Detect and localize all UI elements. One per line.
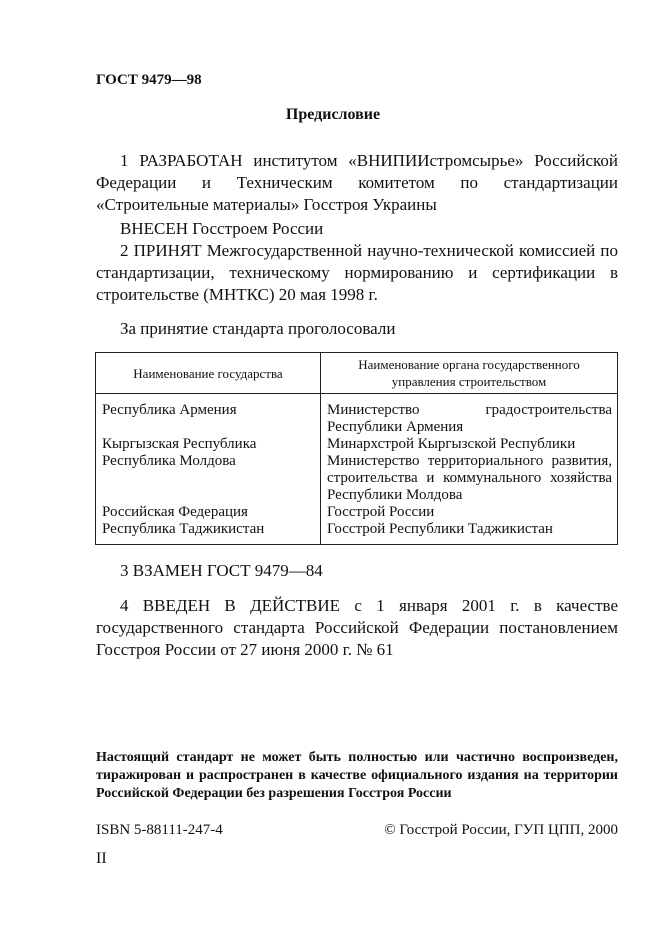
- document-code: ГОСТ 9479—98: [96, 72, 202, 88]
- voting-states-table: [95, 352, 618, 545]
- state-name: Республика Молдова: [102, 453, 236, 469]
- copyright: © Госстрой России, ГУП ЦПП, 2000: [384, 822, 618, 838]
- authority-name: Министерство градостроительства Республики Армения: [327, 402, 612, 435]
- isbn: ISBN 5-88111-247-4: [96, 822, 223, 838]
- authority-name: Министерство территориального развития, строительства и коммунального хозяйства Республики Молдова: [327, 453, 612, 503]
- effective-date-paragraph: 4 ВВЕДЕН В ДЕЙСТВИЕ с 1 января 2001 г. в качестве государственного стандарта Российской Федерации постановлением Госстроя России от 27 июня 2000 г. № 61: [96, 596, 618, 659]
- reproduction-notice: Настоящий стандарт не может быть полностью или частично воспроизведен, тиражирован и распространен в качестве официального издания на территории Российской Федерации без разрешения Госстроя России: [96, 750, 618, 801]
- adopted-paragraph: 2 ПРИНЯТ Межгосударственной научно-технической комиссией по стандартизации, техническому нормированию и сертификации в строительстве (МНТКС) 20 мая 1998 г.: [96, 241, 618, 304]
- authority-name: Госстрой Республики Таджикистан: [327, 521, 553, 537]
- state-name: Кыргызская Республика: [102, 436, 257, 452]
- state-name: Российская Федерация: [102, 504, 248, 520]
- states-cell: [96, 394, 321, 545]
- replaces-paragraph: 3 ВЗАМЕН ГОСТ 9479—84: [120, 561, 323, 580]
- voted-paragraph: За принятие стандарта проголосовали: [120, 319, 396, 338]
- authority-name: Минархстрой Кыргызской Республики: [327, 436, 576, 452]
- authority-name: Госстрой России: [327, 504, 435, 520]
- authority-column-header: Наименование органа государственного управления строительством: [321, 353, 618, 394]
- state-name: Республика Армения: [102, 402, 237, 418]
- developed-by-paragraph: 1 РАЗРАБОТАН институтом «ВНИПИИстромсырье» Российской Федерации и Техническим комитетом по стандартизации «Строительные материалы» Госстроя Украины: [96, 151, 618, 214]
- introduced-by-paragraph: ВНЕСЕН Госстроем России: [120, 219, 324, 238]
- state-name: Республика Таджикистан: [102, 521, 265, 537]
- page-number: II: [96, 850, 107, 867]
- state-column-header: Наименование государства: [96, 353, 321, 394]
- authorities-cell: [321, 394, 618, 545]
- foreword-title: Предисловие: [285, 106, 381, 123]
